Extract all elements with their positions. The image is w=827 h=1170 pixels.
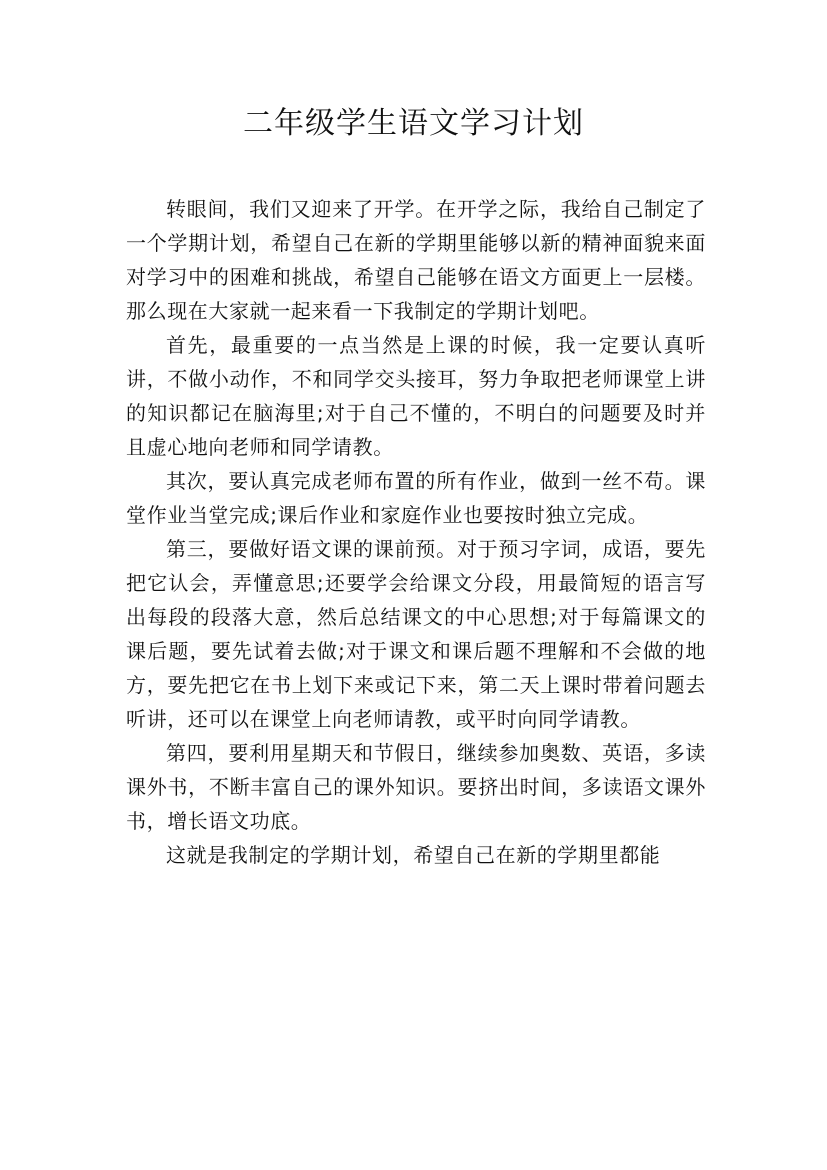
document-title: 二年级学生语文学习计划: [243, 106, 584, 141]
paragraph-second-point: 其次，要认真完成老师布置的所有作业，做到一丝不苟。课堂作业当堂完成;课后作业和家庭作业也要按时独立完成。: [126, 469, 706, 527]
paragraph-first-point: 首先，最重要的一点当然是上课的时候，我一定要认真听讲，不做小动作，不和同学交头接耳，努力争取把老师课堂上讲的知识都记在脑海里;对于自己不懂的，不明白的问题要及时并且虚心地向老师和同学请教。: [126, 333, 706, 459]
paragraph-conclusion: 这就是我制定的学期计划，希望自己在新的学期里都能: [166, 843, 661, 867]
paragraph-fourth-point: 第四，要利用星期天和节假日，继续参加奥数、英语，多读课外书，不断丰富自己的课外知识。要挤出时间，多读语文课外书，增长语文功底。: [126, 741, 706, 833]
paragraph-third-point: 第三，要做好语文课的课前预。对于预习字词，成语，要先把它认会，弄懂意思;还要学会给课文分段，用最简短的语言写出每段的段落大意，然后总结课文的中心思想;对于每篇课文的课后题，要先试着去做;对于课文和课后题不理解和不会做的地方，要先把它在书上划下来或记下来，第二天上课时带着问题去听讲，还可以在课堂上向老师请教，或平时向同学请教。: [126, 537, 706, 731]
paragraph-intro: 转眼间，我们又迎来了开学。在开学之际，我给自己制定了一个学期计划，希望自己在新的学期里能够以新的精神面貌来面对学习中的困难和挑战，希望自己能够在语文方面更上一层楼。那么现在大家就一起来看一下我制定的学期计划吧。: [126, 197, 706, 323]
document-body: [126, 192, 706, 872]
